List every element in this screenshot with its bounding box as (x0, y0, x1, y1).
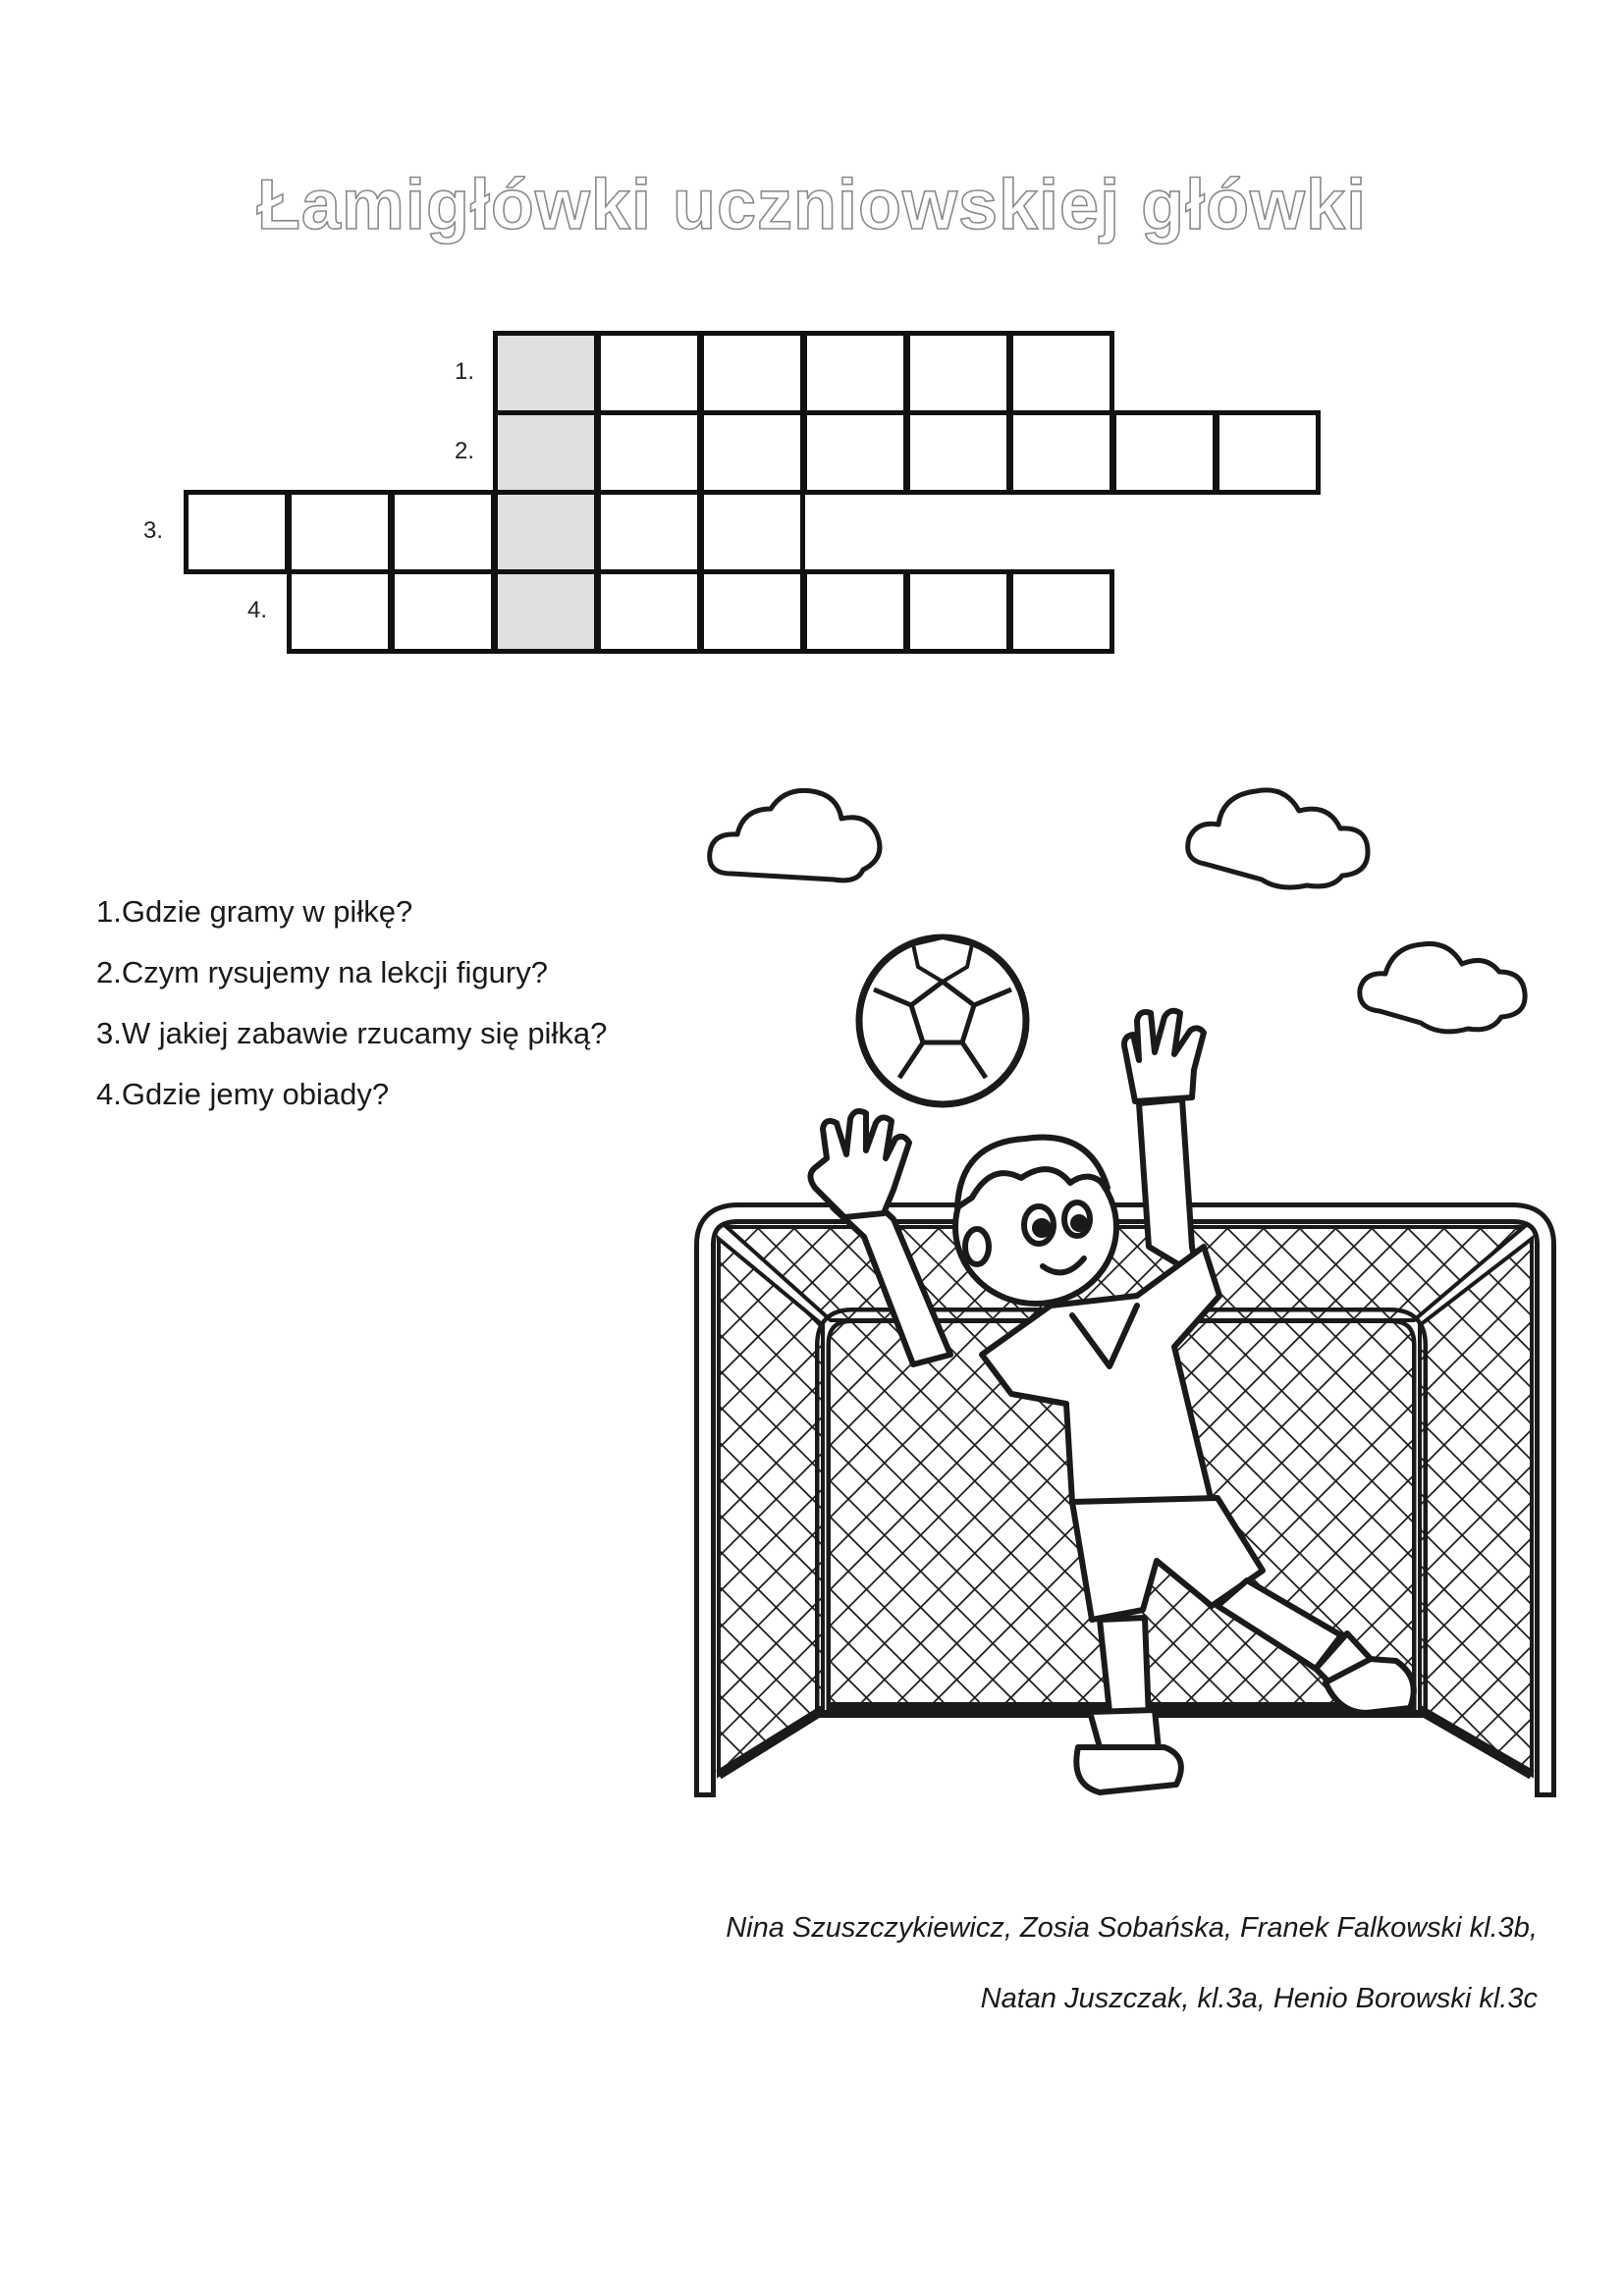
row-number: 1. (455, 358, 475, 385)
page-title: Łamigłówki uczniowskiej główki (256, 166, 1368, 244)
cloud-icon (1360, 943, 1525, 1031)
credits-line-2: Natan Juszczak, kl.3a, Henio Borowski kl.3c (980, 1983, 1538, 2014)
credits-line-1: Nina Szuszczykiewicz, Zosia Sobańska, Franek Falkowski kl.3b, (726, 1912, 1538, 1944)
cloud-icon (710, 790, 880, 881)
question-3: 3.W jakiej zabawie rzucamy się piłką? (96, 1016, 608, 1050)
question-1: 1.Gdzie gramy w piłkę? (96, 894, 413, 929)
question-2: 2.Czym rysujemy na lekcji figury? (96, 955, 548, 989)
soccer-ball-icon (859, 937, 1026, 1104)
row-number: 3. (143, 517, 164, 544)
question-4: 4.Gdzie jemy obiady? (96, 1077, 390, 1111)
row-number: 2. (455, 438, 475, 464)
row-number: 4. (247, 597, 268, 623)
cloud-icon (1188, 790, 1368, 887)
